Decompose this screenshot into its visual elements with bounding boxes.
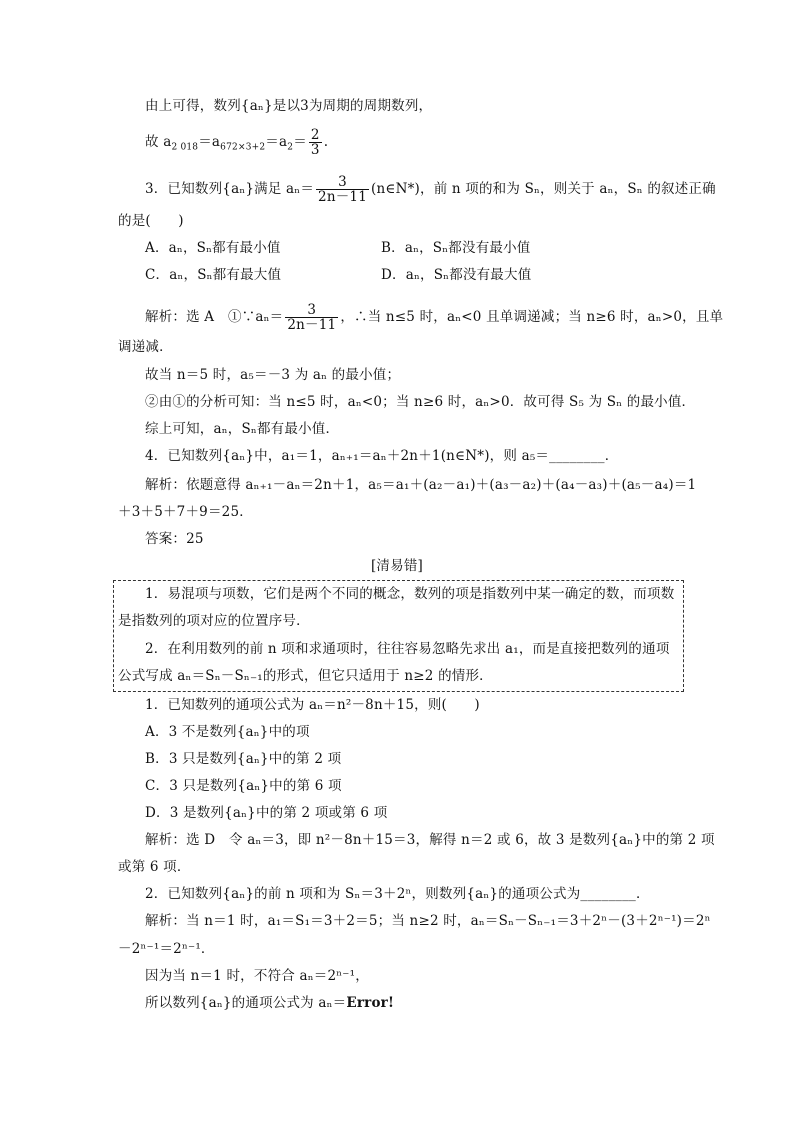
solution-line: ＋3＋5＋7＋9＝25．	[118, 504, 253, 520]
fraction: $\frac{3}{2n-11}$	[287, 302, 337, 333]
solution-line: 或第 6 项．	[118, 859, 191, 875]
option-d: D．aₙ，Sₙ都没有最大值	[381, 267, 532, 283]
option-c: C．aₙ，Sₙ都有最大值	[145, 267, 282, 283]
box-line: 1．易混项与项数，它们是两个不同的概念，数列的项是指数列中某一确定的数，而项数	[145, 586, 675, 602]
exercise-2-line: 2．已知数列{aₙ}的前 n 项和为 Sₙ＝3＋2ⁿ，则数列{aₙ}的通项公式为________．	[145, 886, 650, 902]
fraction: $\frac{3}{2n-11}$	[318, 174, 368, 205]
option-b: B．3 只是数列{aₙ}中的第 2 项	[145, 751, 342, 767]
question-4-line1: 4．已知数列{aₙ}中，a₁＝1，aₙ₊₁＝aₙ＋2n＋1(n∈N*)，则 a₅＝________．	[145, 448, 619, 464]
option-d: D．3 是数列{aₙ}中的第 2 项或第 6 项	[145, 805, 388, 821]
error-text: Error!	[346, 995, 395, 1011]
text-line: 由上可得，数列{aₙ}是以3为周期的周期数列，	[145, 98, 433, 114]
fraction: $\frac{2}{3}$	[310, 127, 320, 158]
solution-line: 调递减．	[118, 339, 173, 355]
solution-line: 解析：依题意得 aₙ₊₁－aₙ＝2n＋1，a₅＝a₁＋(a₂－a₁)＋(a₃－a₂)＋(a₄－a₃)＋(a₅－a₄)＝1	[145, 477, 697, 493]
answer-line: 答案：25	[145, 531, 204, 547]
option-b: B．aₙ，Sₙ都没有最小值	[381, 240, 531, 256]
equation-line: 故 $a_{2 018}=a_{672\times 3+2}=a_2=$ $\frac{2}{3}$ .	[145, 127, 329, 158]
box-line: 公式写成 aₙ＝Sₙ－Sₙ₋₁的形式，但它只适用于 n≥2 的情形．	[118, 668, 493, 684]
solution-line: 所以数列{aₙ}的通项公式为 aₙ＝Error!	[145, 995, 395, 1011]
section-title: [清易错]	[370, 558, 424, 574]
box-line: 2．在利用数列的前 n 项和求通项时，往往容易忽略先求出 a₁，而是直接把数列的通项	[145, 641, 670, 657]
solution-line: 解析：选 A ①∵aₙ＝ $\frac{3}{2n-11}$ ，∴当 n≤5 时，aₙ<0 且单调递减；当 n≥6 时，aₙ>0，且单	[145, 302, 724, 333]
exercise-1-line: 1．已知数列的通项公式为 aₙ＝n²－8n＋15，则( )	[145, 697, 480, 713]
question-3-line1: 3．已知数列{aₙ}满足 aₙ＝ $\frac{3}{2n-11}$ (n∈N*)，前 n 项的和为 Sₙ，则关于 aₙ，Sₙ 的叙述正确	[145, 174, 716, 205]
option-c: C．3 只是数列{aₙ}中的第 6 项	[145, 778, 342, 794]
solution-line: ②由①的分析可知：当 n≤5 时，aₙ<0；当 n≥6 时，aₙ>0．故可得 S₅ 为 Sₙ 的最小值．	[145, 394, 696, 410]
question-3-line2: 的是( )	[118, 213, 184, 229]
option-a: A．3 不是数列{aₙ}中的项	[145, 724, 310, 740]
solution-line: －2ⁿ⁻¹＝2ⁿ⁻¹．	[118, 941, 215, 957]
box-line: 是指数列的项对应的位置序号．	[118, 613, 310, 629]
solution-line: 故当 n＝5 时，a₅＝－3 为 aₙ 的最小值；	[145, 367, 401, 383]
option-a: A．aₙ，Sₙ都有最小值	[145, 240, 281, 256]
solution-line: 解析：当 n＝1 时，a₁＝S₁＝3＋2＝5；当 n≥2 时，aₙ＝Sₙ－Sₙ₋₁＝3＋2ⁿ－(3＋2ⁿ⁻¹)＝2ⁿ	[145, 913, 711, 929]
solution-line: 综上可知，aₙ，Sₙ都有最小值．	[145, 421, 340, 437]
solution-line: 因为当 n＝1 时，不符合 aₙ＝2ⁿ⁻¹，	[145, 968, 369, 984]
solution-line: 解析：选 D 令 aₙ＝3，即 n²－8n＋15＝3，解得 n＝2 或 6，故 3 是数列{aₙ}中的第 2 项	[145, 832, 715, 848]
